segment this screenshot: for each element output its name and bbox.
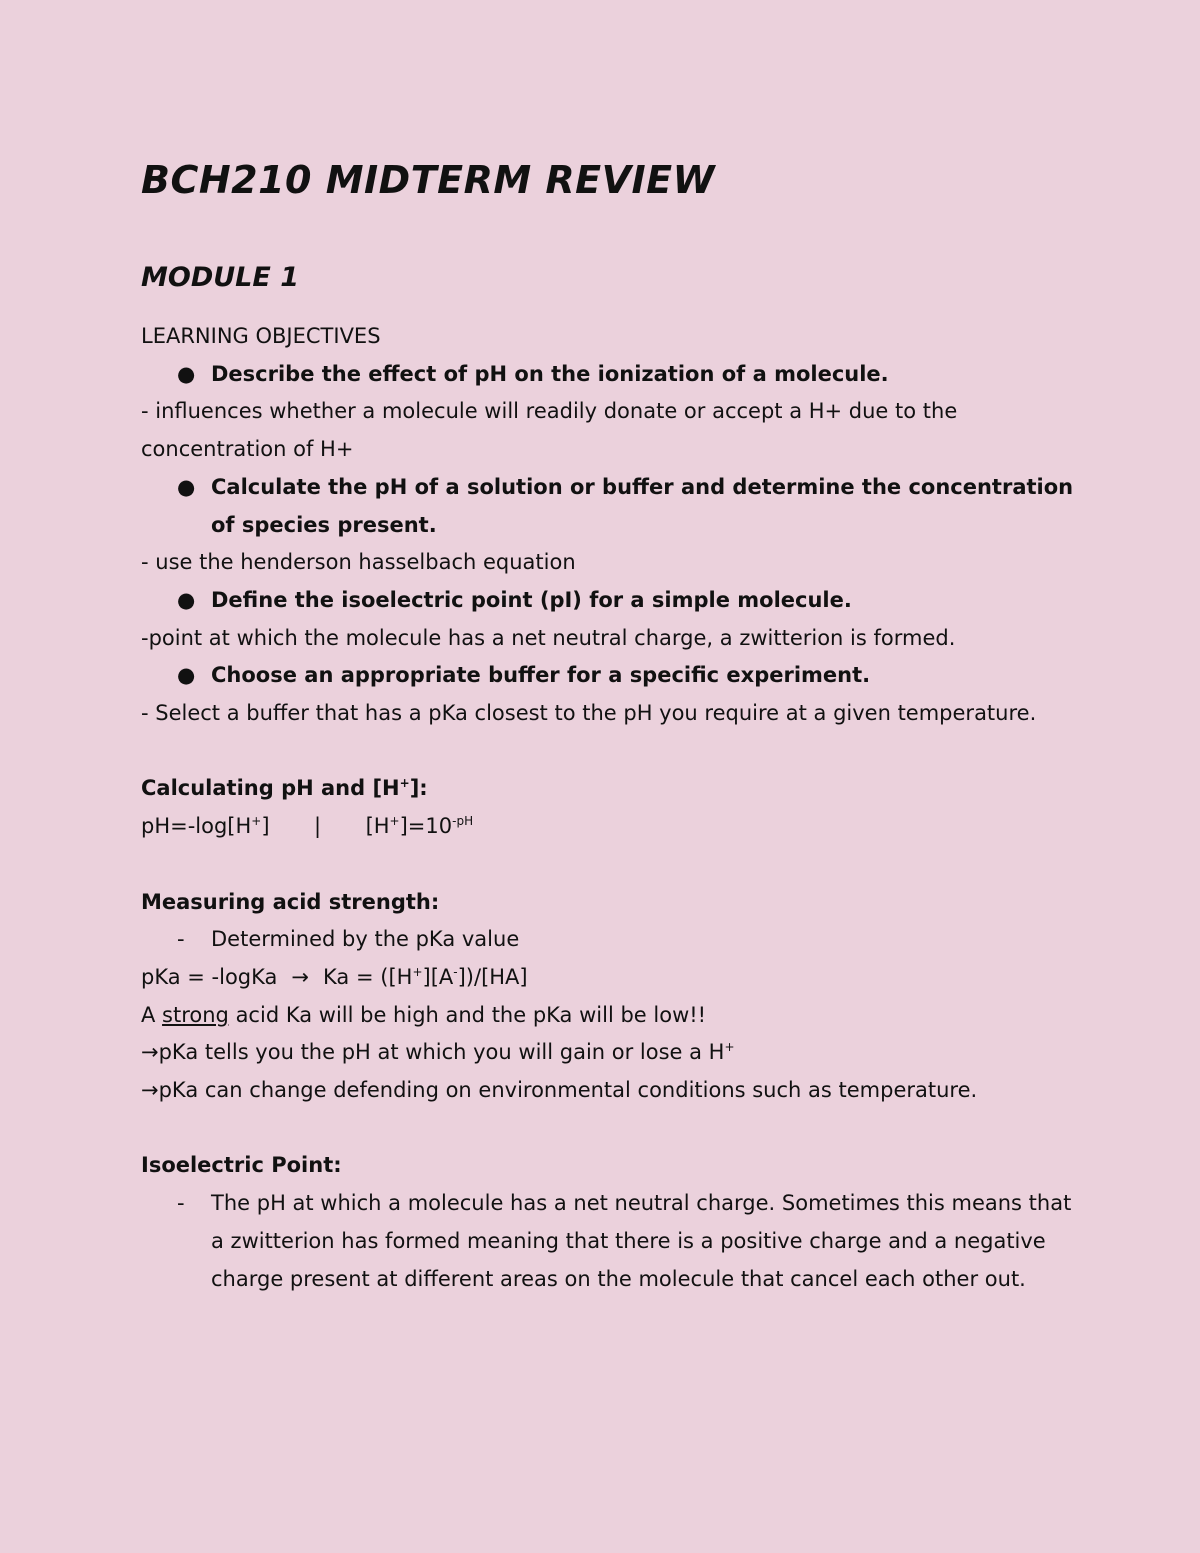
formula-h-text: [H (365, 814, 390, 839)
formula-separator: | (314, 814, 322, 839)
pka-eq-sup1: + (412, 964, 423, 979)
spacer (141, 733, 1081, 771)
formula-h-exponent: -pH (452, 814, 474, 829)
objective-1-text: Describe the effect of pH on the ionization of a molecule. (211, 361, 889, 386)
bullet-icon: ● (177, 474, 196, 499)
pka-equation (141, 959, 1081, 997)
spacer (141, 846, 1081, 884)
formula-ph-sup: + (251, 814, 262, 829)
pka-eq-sup2: - (453, 964, 458, 979)
acid-dash-text: Determined by the pKa value (211, 927, 520, 952)
objective-3-text: Define the isoelectric point (pI) for a simple molecule. (211, 587, 852, 612)
pka-eq-right-a: Ka = ([H (323, 964, 413, 989)
ph-heading-end: ]: (409, 776, 428, 801)
acid-dash-item (141, 921, 1081, 959)
bullet-icon: ● (177, 361, 196, 386)
pka-eq-right-b: ][A (422, 964, 454, 989)
pka-eq-right-c: ])/[HA] (457, 964, 528, 989)
formula-ph-text: pH=-log[H (141, 814, 252, 839)
document-title: BCH210 MIDTERM REVIEW (141, 158, 716, 202)
strong-note-b: acid Ka will be high and the pKa will be low!! (228, 1002, 707, 1027)
dash-mark: - (177, 927, 185, 952)
strong-word: strong (162, 1002, 229, 1027)
objective-3 (141, 582, 1081, 620)
pka-note-1-text: →pKa tells you the pH at which you will gain or lose a H (141, 1040, 725, 1065)
pka-note-1 (141, 1034, 1081, 1072)
ph-heading-sup: + (399, 776, 410, 791)
bullet-icon: ● (177, 587, 196, 612)
objective-1-note: - influences whether a molecule will readily donate or accept a H+ due to the concentration of H+ (141, 399, 958, 462)
objective-2-text: Calculate the pH of a solution or buffer and determine the concentration of species present. (211, 474, 1074, 537)
acid-heading: Measuring acid strength: (141, 889, 440, 914)
module-heading: MODULE 1 (141, 262, 299, 293)
formula-h-end: ]=10 (399, 814, 453, 839)
document-page (141, 150, 1081, 1291)
bullet-icon: ● (177, 663, 196, 688)
pi-heading: Isoelectric Point: (141, 1153, 342, 1178)
objective-2 (141, 469, 1081, 544)
objective-4-text: Choose an appropriate buffer for a specific experiment. (211, 663, 871, 688)
objective-4-note: - Select a buffer that has a pKa closest to the pH you require at a given temperature. (141, 701, 1037, 726)
objective-4 (141, 657, 1081, 695)
spacer (141, 1110, 1081, 1148)
arrow-icon: → (291, 964, 310, 989)
ph-heading (141, 770, 1081, 808)
dash-mark: - (177, 1191, 185, 1216)
pka-note-2: →pKa can change defending on environmental conditions such as temperature. (141, 1078, 978, 1103)
pi-dash-text: The pH at which a molecule has a net neutral charge. Sometimes this means that a zwitterion has formed meaning that there is a positive charge and a negative charge present at different areas on the molecule that cancel each other out. (211, 1191, 1072, 1291)
document-body (141, 318, 1081, 1298)
objective-1 (141, 356, 1081, 394)
ph-formulas (141, 808, 1081, 846)
formula-ph-end: ] (261, 814, 270, 839)
ph-heading-text: Calculating pH and [H (141, 776, 400, 801)
objectives-heading: LEARNING OBJECTIVES (141, 324, 381, 348)
objective-3-note: -point at which the molecule has a net neutral charge, a zwitterion is formed. (141, 625, 956, 650)
strong-note-a: A (141, 1002, 163, 1027)
strong-acid-note (141, 997, 1081, 1035)
pka-eq-left: pKa = -logKa (141, 964, 278, 989)
objective-2-note: - use the henderson hasselbach equation (141, 550, 576, 575)
pka-note-1-sup: + (724, 1040, 735, 1055)
formula-h-sup: + (389, 814, 400, 829)
pi-dash-item (141, 1185, 1081, 1298)
